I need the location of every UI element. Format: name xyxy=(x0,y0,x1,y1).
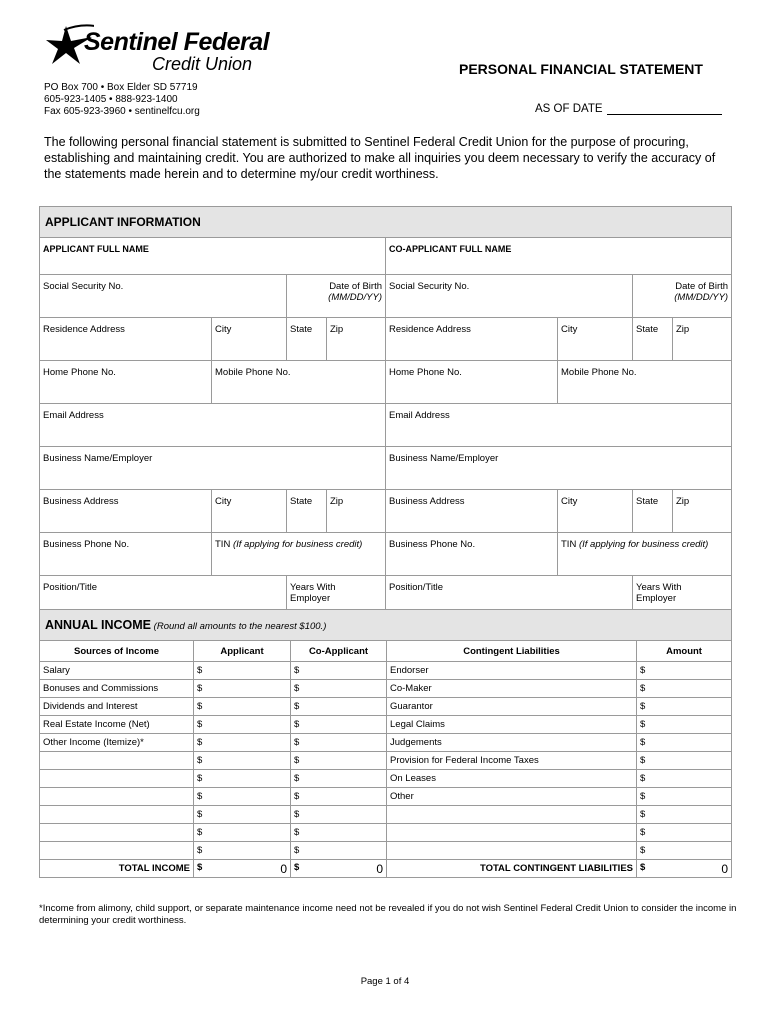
currency-sign: $ xyxy=(640,861,646,873)
coapplicant-amount-field[interactable]: $ xyxy=(291,788,387,806)
applicant-amount-field[interactable]: $ xyxy=(194,698,291,716)
income-source-cell[interactable] xyxy=(40,788,194,806)
income-source-cell[interactable] xyxy=(40,770,194,788)
applicant-amount-field[interactable]: $ xyxy=(194,680,291,698)
coapplicant-position-field[interactable]: Position/Title xyxy=(386,576,633,619)
coapplicant-home-phone-field[interactable]: Home Phone No. xyxy=(386,361,558,404)
liability-amount-field[interactable]: $ xyxy=(637,698,732,716)
total-contingent-field[interactable] xyxy=(637,860,732,878)
liability-amount-field[interactable]: $ xyxy=(637,752,732,770)
currency-sign: $ xyxy=(294,861,300,873)
liability-amount-field[interactable]: $ xyxy=(637,842,732,860)
contingent-liability-cell[interactable] xyxy=(387,806,637,824)
coapplicant-mobile-phone-field[interactable]: Mobile Phone No. xyxy=(558,361,732,404)
applicant-business-name-field[interactable]: Business Name/Employer xyxy=(40,447,386,490)
income-source-cell[interactable]: Other Income (Itemize)* xyxy=(40,734,194,752)
coapplicant-amount-field[interactable]: $ xyxy=(291,734,387,752)
applicant-amount-field[interactable]: $ xyxy=(194,770,291,788)
contingent-liability-cell[interactable] xyxy=(387,842,637,860)
dob-format: (MM/DD/YY) xyxy=(328,292,382,303)
liability-amount-field[interactable]: $ xyxy=(637,788,732,806)
income-row xyxy=(40,788,732,806)
applicant-residence-address-field[interactable]: Residence Address xyxy=(40,318,212,361)
applicant-full-name-field[interactable]: APPLICANT FULL NAME xyxy=(40,238,386,275)
annual-income-table xyxy=(39,609,732,878)
contingent-liability-cell[interactable]: Co-Maker xyxy=(387,680,637,698)
applicant-tin-field[interactable] xyxy=(212,533,386,576)
applicant-ssn-field[interactable]: Social Security No. xyxy=(40,275,287,318)
liability-amount-field[interactable]: $ xyxy=(637,662,732,680)
applicant-zip-field[interactable]: Zip xyxy=(327,318,386,361)
applicant-amount-field[interactable]: $ xyxy=(194,734,291,752)
tin-label: TIN xyxy=(561,539,577,550)
intro-paragraph: The following personal financial statement is submitted to Sentinel Federal Credit Union for the purpose of procuring, establishing and maintaining credit. You are authorized to make all inquiries you deem necessary to verify the accuracy of the statements made herein and to determine my/our credit worthiness. xyxy=(44,135,716,181)
coapplicant-amount-field[interactable]: $ xyxy=(291,662,387,680)
coapplicant-amount-field[interactable]: $ xyxy=(291,824,387,842)
applicant-mobile-phone-field[interactable]: Mobile Phone No. xyxy=(212,361,386,404)
applicant-dob-field[interactable] xyxy=(287,275,386,318)
liability-amount-field[interactable]: $ xyxy=(637,824,732,842)
phone-line: 605-923-1405 • 888-923-1400 xyxy=(44,94,178,105)
contact-info xyxy=(44,82,200,118)
as-of-date-input[interactable] xyxy=(607,104,722,115)
dob-format: (MM/DD/YY) xyxy=(674,292,729,303)
total-income-label: TOTAL INCOME xyxy=(40,860,194,878)
applicant-amount-field[interactable]: $ xyxy=(194,716,291,734)
income-source-cell[interactable]: Salary xyxy=(40,662,194,680)
logo-name: Sentinel Federal xyxy=(84,28,270,56)
dob-label: Date of Birth xyxy=(329,281,382,292)
contingent-liability-cell[interactable]: Judgements xyxy=(387,734,637,752)
col-contingent-liabilities: Contingent Liabilities xyxy=(387,641,637,662)
income-source-cell[interactable]: Real Estate Income (Net) xyxy=(40,716,194,734)
applicant-email-field[interactable]: Email Address xyxy=(40,404,386,447)
coapplicant-email-field[interactable]: Email Address xyxy=(386,404,732,447)
applicant-position-field[interactable]: Position/Title xyxy=(40,576,287,619)
income-source-cell[interactable]: Bonuses and Commissions xyxy=(40,680,194,698)
income-row xyxy=(40,806,732,824)
col-sources-of-income: Sources of Income xyxy=(40,641,194,662)
contingent-liability-cell[interactable]: Legal Claims xyxy=(387,716,637,734)
coapplicant-amount-field[interactable]: $ xyxy=(291,770,387,788)
total-income-coapplicant-value: 0 xyxy=(376,861,383,876)
total-income-applicant-value: 0 xyxy=(280,861,287,876)
coapplicant-amount-field[interactable]: $ xyxy=(291,752,387,770)
years-with-label: Years With xyxy=(636,582,682,593)
page-title: PERSONAL FINANCIAL STATEMENT xyxy=(459,61,703,77)
income-source-cell[interactable] xyxy=(40,824,194,842)
coapplicant-business-phone-field[interactable]: Business Phone No. xyxy=(386,533,558,576)
total-contingent-label: TOTAL CONTINGENT LIABILITIES xyxy=(387,860,637,878)
applicant-amount-field[interactable]: $ xyxy=(194,806,291,824)
applicant-information-table xyxy=(39,206,732,619)
coapplicant-ssn-field[interactable]: Social Security No. xyxy=(386,275,633,318)
tin-label: TIN xyxy=(215,539,231,550)
coapplicant-business-name-field[interactable]: Business Name/Employer xyxy=(386,447,732,490)
coapplicant-business-state-field[interactable]: State xyxy=(633,490,673,533)
coapplicant-amount-field[interactable]: $ xyxy=(291,698,387,716)
applicant-home-phone-field[interactable]: Home Phone No. xyxy=(40,361,212,404)
coapplicant-amount-field[interactable]: $ xyxy=(291,680,387,698)
applicant-state-field[interactable]: State xyxy=(287,318,327,361)
income-row xyxy=(40,662,732,680)
coapplicant-tin-field[interactable] xyxy=(558,533,732,576)
income-source-cell[interactable] xyxy=(40,842,194,860)
coapplicant-dob-field[interactable] xyxy=(633,275,732,318)
applicant-amount-field[interactable]: $ xyxy=(194,842,291,860)
income-row xyxy=(40,842,732,860)
contingent-liability-cell[interactable]: Provision for Federal Income Taxes xyxy=(387,752,637,770)
coapplicant-business-zip-field[interactable]: Zip xyxy=(673,490,732,533)
totals-row xyxy=(40,860,732,878)
applicant-section-title: APPLICANT INFORMATION xyxy=(40,207,732,238)
dob-label: Date of Birth xyxy=(675,281,729,292)
applicant-business-zip-field[interactable]: Zip xyxy=(327,490,386,533)
applicant-business-address-field[interactable]: Business Address xyxy=(40,490,212,533)
col-applicant: Applicant xyxy=(194,641,291,662)
tin-note: (If applying for business credit) xyxy=(578,539,709,550)
income-footnote: *Income from alimony, child support, or separate maintenance income need not be revealed if you do not wish Sentinel Federal Credit Union to consider the income in determining your credit worthiness. xyxy=(39,903,737,926)
page-number: Page 1 of 4 xyxy=(360,976,410,987)
income-section-title: ANNUAL INCOME xyxy=(45,618,152,632)
years-with-label: Years With xyxy=(290,582,336,593)
income-row xyxy=(40,824,732,842)
coapplicant-residence-address-field[interactable]: Residence Address xyxy=(386,318,558,361)
income-row xyxy=(40,698,732,716)
currency-sign: $ xyxy=(197,861,203,873)
applicant-business-state-field[interactable]: State xyxy=(287,490,327,533)
coapplicant-zip-field[interactable]: Zip xyxy=(673,318,732,361)
coapplicant-city-field[interactable]: City xyxy=(558,318,633,361)
coapplicant-business-address-field[interactable]: Business Address xyxy=(386,490,558,533)
total-income-coapplicant-field[interactable] xyxy=(291,860,387,878)
coapplicant-full-name-field[interactable]: CO-APPLICANT FULL NAME xyxy=(386,238,732,275)
income-row xyxy=(40,680,732,698)
address-line: PO Box 700 • Box Elder SD 57719 xyxy=(44,82,198,93)
applicant-business-phone-field[interactable]: Business Phone No. xyxy=(40,533,212,576)
liability-amount-field[interactable]: $ xyxy=(637,806,732,824)
total-contingent-value: 0 xyxy=(721,861,729,876)
income-row xyxy=(40,752,732,770)
contingent-liability-cell[interactable]: On Leases xyxy=(387,770,637,788)
income-section-header xyxy=(40,610,732,641)
income-row xyxy=(40,734,732,752)
income-source-cell[interactable]: Dividends and Interest xyxy=(40,698,194,716)
applicant-business-city-field[interactable]: City xyxy=(212,490,287,533)
col-coapplicant: Co-Applicant xyxy=(291,641,387,662)
contingent-liability-cell[interactable]: Guarantor xyxy=(387,698,637,716)
applicant-amount-field[interactable]: $ xyxy=(194,752,291,770)
applicant-amount-field[interactable]: $ xyxy=(194,824,291,842)
contingent-liability-cell[interactable]: Other xyxy=(387,788,637,806)
applicant-city-field[interactable]: City xyxy=(212,318,287,361)
employer-label: Employer xyxy=(636,593,677,604)
applicant-amount-field[interactable]: $ xyxy=(194,662,291,680)
logo-subname: Credit Union xyxy=(152,54,253,74)
employer-label: Employer xyxy=(290,593,331,604)
coapplicant-amount-field[interactable]: $ xyxy=(291,842,387,860)
contingent-liability-cell[interactable] xyxy=(387,824,637,842)
income-row xyxy=(40,770,732,788)
coapplicant-state-field[interactable]: State xyxy=(633,318,673,361)
fax-web-line: Fax 605-923-3960 • sentinelfcu.org xyxy=(44,106,200,117)
as-of-date-label: AS OF DATE xyxy=(535,103,603,115)
applicant-amount-field[interactable]: $ xyxy=(194,788,291,806)
coapplicant-amount-field[interactable]: $ xyxy=(291,716,387,734)
as-of-date-field xyxy=(535,103,722,115)
income-source-cell[interactable] xyxy=(40,752,194,770)
income-row xyxy=(40,716,732,734)
income-section-note: (Round all amounts to the nearest $100.) xyxy=(153,621,327,632)
contingent-liability-cell[interactable]: Endorser xyxy=(387,662,637,680)
liability-amount-field[interactable]: $ xyxy=(637,716,732,734)
liability-amount-field[interactable]: $ xyxy=(637,734,732,752)
tin-note: (If applying for business credit) xyxy=(232,539,363,550)
total-income-applicant-field[interactable] xyxy=(194,860,291,878)
coapplicant-business-city-field[interactable]: City xyxy=(558,490,633,533)
liability-amount-field[interactable]: $ xyxy=(637,680,732,698)
liability-amount-field[interactable]: $ xyxy=(637,770,732,788)
col-amount: Amount xyxy=(637,641,732,662)
income-source-cell[interactable] xyxy=(40,806,194,824)
coapplicant-amount-field[interactable]: $ xyxy=(291,806,387,824)
